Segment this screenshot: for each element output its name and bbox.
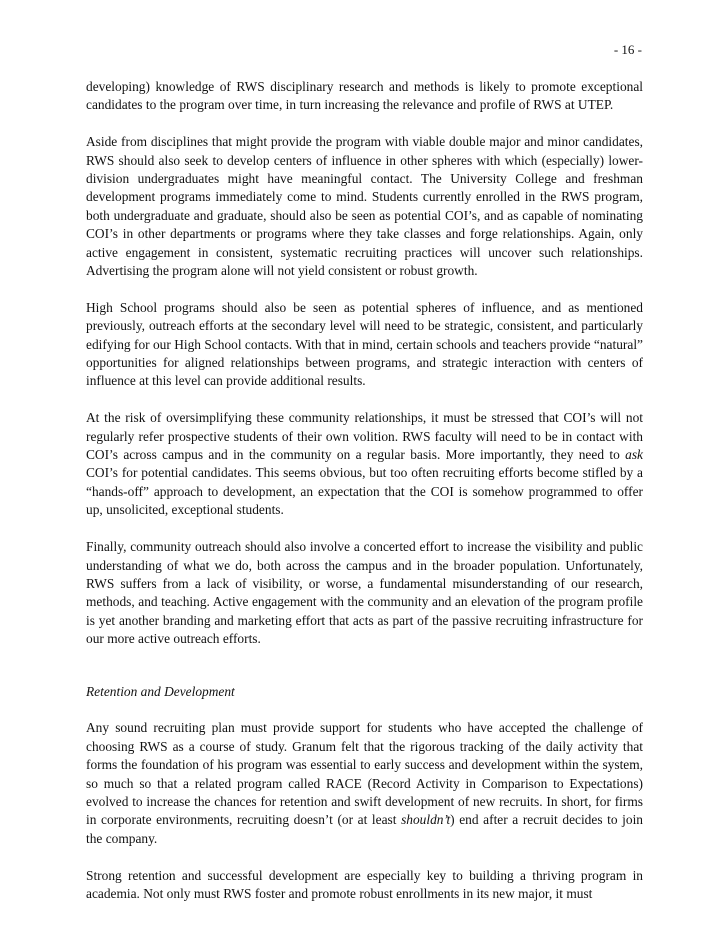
paragraph: High School programs should also be seen as potential spheres of influence, and as mentioned previously, outreach efforts at the secondary level will need to be strategic, consistent, and particularly edifying for our High School contacts. With that in mind, certain schools and teachers provide “natural” opportunities for aligned relationships between programs, and strategic interaction with centers of influence at this level can provide additional results. [86,299,643,389]
text-run: Any sound recruiting plan must provide support for students who have accepted the challenge of choosing RWS as a course of study. Granum felt that the rigorous tracking of the daily activity that forms the foundation of his program was essential to early success and development within the system, so much so that a related program called RACE (Record Activity in Comparison to Expectations) evolved to increase the chances for retention and swift development of new recruits. In short, for firms in corporate environments, recruiting doesn’t (or at least [86,720,643,828]
text-run: ) end after a recruit decides to join the company. [86,812,643,846]
text-run: COI’s for potential candidates. This seems obvious, but too often recruiting efforts become stifled by a “hands-off” approach to development, an expectation that the COI is somehow programmed to offer up, unsolicited, exceptional students. [86,465,643,518]
text-run: At the risk of oversimplifying these community relationships, it must be stressed that COI’s will not regularly refer prospective students of their own volition. RWS faculty will need to be in contact with COI’s across campus and in the community on a regular basis. More importantly, they need to [86,410,643,463]
emphasis-text: shouldn’t [401,812,451,828]
document-body [86,78,643,922]
paragraph [86,409,643,519]
page-number: - 16 - [613,42,642,57]
section-heading: Retention and Development [86,683,235,699]
paragraph: developing) knowledge of RWS disciplinary research and methods is likely to promote exceptional candidates to the program over time, in turn increasing the relevance and profile of RWS at UTEP. [86,79,643,113]
paragraph: Finally, community outreach should also involve a concerted effort to increase the visibility and public understanding of what we do, both across the campus and in the broader population. Unfortunately, RWS suffers from a lack of visibility, or worse, a fundamental misunderstanding of our research, methods, and teaching. Active engagement with the community and an elevation of the program profile is yet another branding and marketing effort that acts as part of the passive recruiting infrastructure for our more active outreach efforts. [86,539,643,647]
emphasis-text: ask [625,447,643,463]
paragraph: Strong retention and successful development are especially key to building a thriving program in academia. Not only must RWS foster and promote robust enrollments in its new major, it must [86,867,643,901]
paragraph [86,719,643,848]
paragraph: Aside from disciplines that might provide the program with viable double major and minor candidates, RWS should also seek to develop centers of influence in other spheres with which (especially) lower-division undergraduates might have meaningful contact. The University College and freshman development programs immediately come to mind. Students currently enrolled in the RWS program, both undergraduate and graduate, should also be seen as potential COI’s, and as capable of nominating COI’s in other departments or programs where they take classes and forge relationships. Again, only active engagement in consistent, systematic recruiting practices will uncover such relationships. Advertising the program alone will not yield consistent or robust growth. [86,134,643,279]
